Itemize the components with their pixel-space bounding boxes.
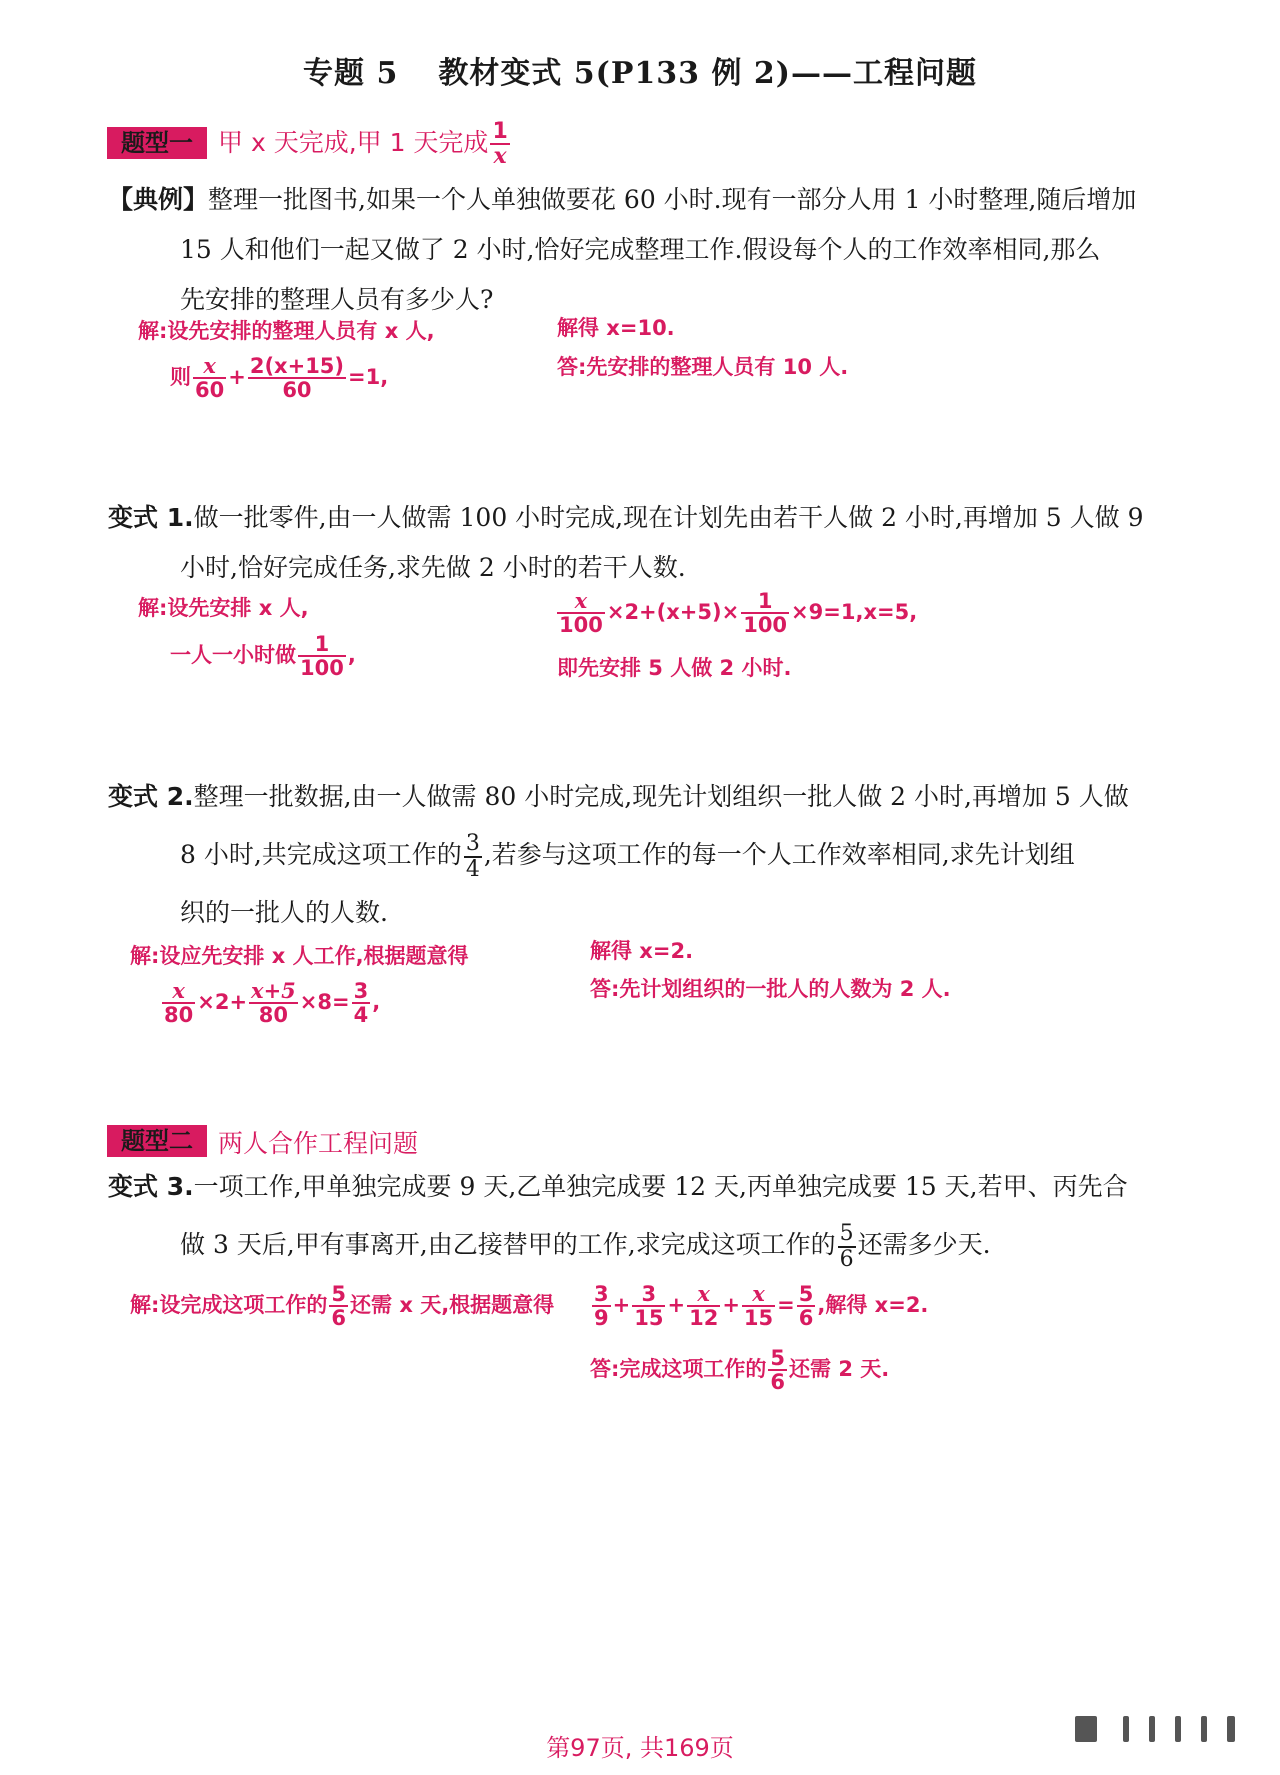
example-question: 【典例】整理一批图书,如果一个人单独做要花 60 小时.现有一部分人用 1 小时整理,随后增加 15 人和他们一起又做了 2 小时,恰好完成整理工作.假设每个人的工作效率相同,那么 先安排的整理人员有多少人?: [108, 185, 1137, 314]
example-result: 解得 x=10.: [557, 316, 675, 340]
variant1-answer: 即先安排 5 人做 2 小时.: [557, 656, 792, 680]
page-indicator: 第97页, 共169页: [546, 1734, 734, 1762]
example-equation: 则 $\frac{x}{60}$ + $\frac{2(x+15)}{60}$ =1,: [170, 353, 389, 403]
variant2-answer: 答:先计划组织的一批人的人数为 2 人.: [590, 977, 951, 1001]
variant3-answer: 答:完成这项工作的 $\frac{5}{6}$ 还需 2 天.: [590, 1346, 890, 1395]
type2-heading: 两人合作工程问题: [218, 1129, 419, 1158]
variant1-question: 变式 1.做一批零件,由一人做需 100 小时完成,现在计划先由若干人做 2 小时,再增加 5 人做 9 小时,恰好完成任务,求先做 2 小时的若干人数.: [108, 503, 1144, 582]
type1-tag: 题型一: [107, 127, 207, 159]
example-answer: 答:先安排的整理人员有 10 人.: [557, 355, 849, 379]
variant2-equation: $\frac{x}{80}$ ×2+ $\frac{x+5}{80}$ ×8= $\frac{3}{4}$ ,: [164, 978, 381, 1028]
variant3-question: 变式 3.一项工作,甲单独完成要 9 天,乙单独完成要 12 天,丙单独完成要 15 天,若甲、丙先合 做 3 天后,甲有事离开,由乙接替甲的工作,求完成这项工作的 $\frac{5}{6}$ 还需多少天.: [108, 1172, 1128, 1272]
type1-heading: 甲 x 天完成,甲 1 天完成 $\frac{1}{x}$: [218, 119, 508, 170]
page-title: 专题 5 教材变式 5(P133 例 2)——工程问题: [303, 56, 977, 91]
variant1-rate: 一人一小时做 $\frac{1}{100}$ ,: [170, 632, 356, 681]
type1-header: [107, 128, 207, 158]
variant3-solution-setup: 解:设完成这项工作的 $\frac{5}{6}$ 还需 x 天,根据题意得: [130, 1282, 555, 1331]
type2-tag: 题型二: [107, 1125, 207, 1157]
variant2-solution-setup: 解:设应先安排 x 人工作,根据题意得: [130, 944, 469, 968]
variant3-equation: $\frac{3}{9}$ + $\frac{3}{15}$ + $\frac{x}{12}$ + $\frac{x}{15}$ = $\frac{5}{6}$ ,解得 x=2.: [594, 1281, 929, 1331]
variant2-question: 变式 2.整理一批数据,由一人做需 80 小时完成,现先计划组织一批人做 2 小时,再增加 5 人做 8 小时,共完成这项工作的 $\frac{3}{4}$ ,若参与这项工作的每一个人工作效率相同,求先计划组 织的一批人的人数.: [108, 782, 1129, 927]
variant2-result: 解得 x=2.: [590, 939, 694, 963]
variant1-equation: $\frac{x}{100}$ ×2+(x+5)× $\frac{1}{100}$ ×9=1,x=5,: [559, 588, 918, 638]
type1-fraction: $\frac{1}{x}$: [492, 119, 508, 170]
example-solution-setup: 解:设先安排的整理人员有 x 人,: [138, 319, 435, 343]
variant1-solution-setup: 解:设先安排 x 人,: [138, 596, 309, 620]
type2-header: [107, 1126, 207, 1156]
